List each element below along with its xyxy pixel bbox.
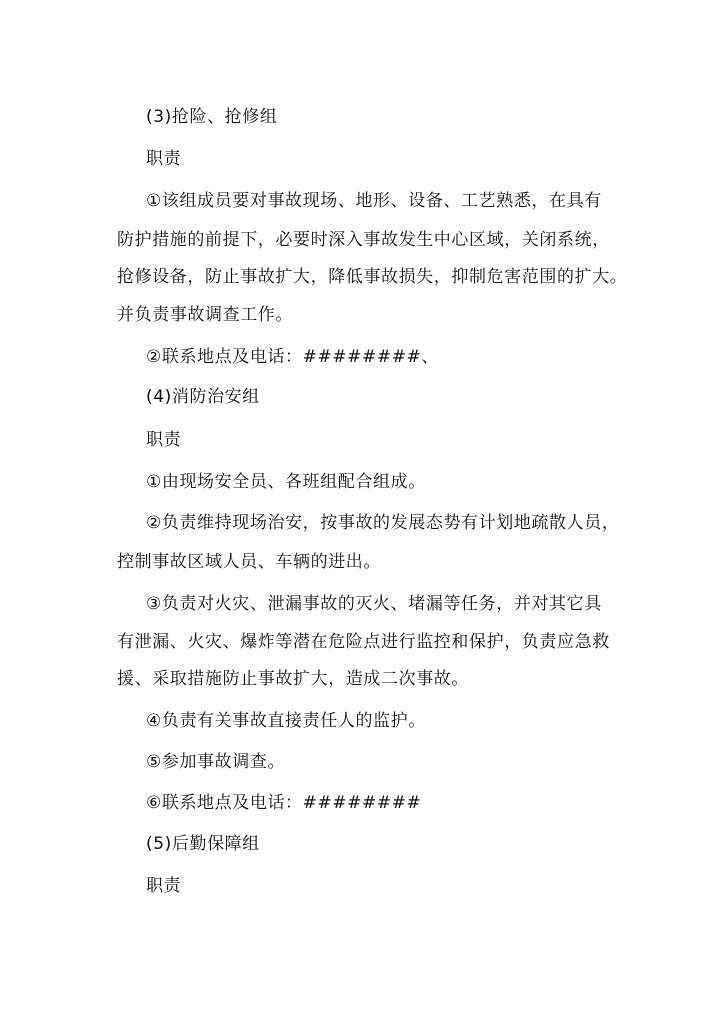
paragraph-line: ⑤参加事故调查。 [146, 752, 286, 772]
paragraph-line: ③负责对火灾、泄漏事故的灭火、堵漏等任务，并对其它具 [146, 594, 602, 614]
paragraph-line: ①该组成员要对事故现场、地形、设备、工艺熟悉，在具有 [146, 191, 602, 211]
responsibility-label: 职责 [146, 149, 182, 169]
section-heading-rescue-repair: (3)抢险、抢修组 [146, 107, 278, 127]
paragraph-line: ②负责维持现场治安，按事故的发展态势有计划地疏散人员， [146, 513, 620, 533]
paragraph-line: 防护措施的前提下，必要时深入事故发生中心区域，关闭系统， [117, 230, 610, 250]
responsibility-label: 职责 [146, 430, 182, 450]
paragraph-line: ①由现场安全员、各班组配合组成。 [146, 472, 426, 492]
paragraph-line: 援、采取措施防止事故扩大，造成二次事故。 [117, 669, 469, 689]
section-heading-logistics: (5)后勤保障组 [146, 834, 260, 854]
section-heading-fire-security: (4)消防治安组 [146, 387, 260, 407]
contact-line: ⑥联系地点及电话：######## [146, 793, 422, 813]
contact-line: ②联系地点及电话：########、 [146, 347, 439, 367]
paragraph-line: 控制事故区域人员、车辆的进出。 [117, 552, 381, 572]
responsibility-label: 职责 [146, 876, 182, 896]
paragraph-line: ④负责有关事故直接责任人的监护。 [146, 711, 426, 731]
paragraph-line: 抢修设备，防止事故扩大，降低事故损失，抑制危害范围的扩大。 [117, 267, 628, 287]
paragraph-line: 有泄漏、火灾、爆炸等潜在危险点进行监控和保护，负责应急救 [117, 632, 610, 652]
paragraph-line: 并负责事故调查工作。 [117, 305, 293, 325]
